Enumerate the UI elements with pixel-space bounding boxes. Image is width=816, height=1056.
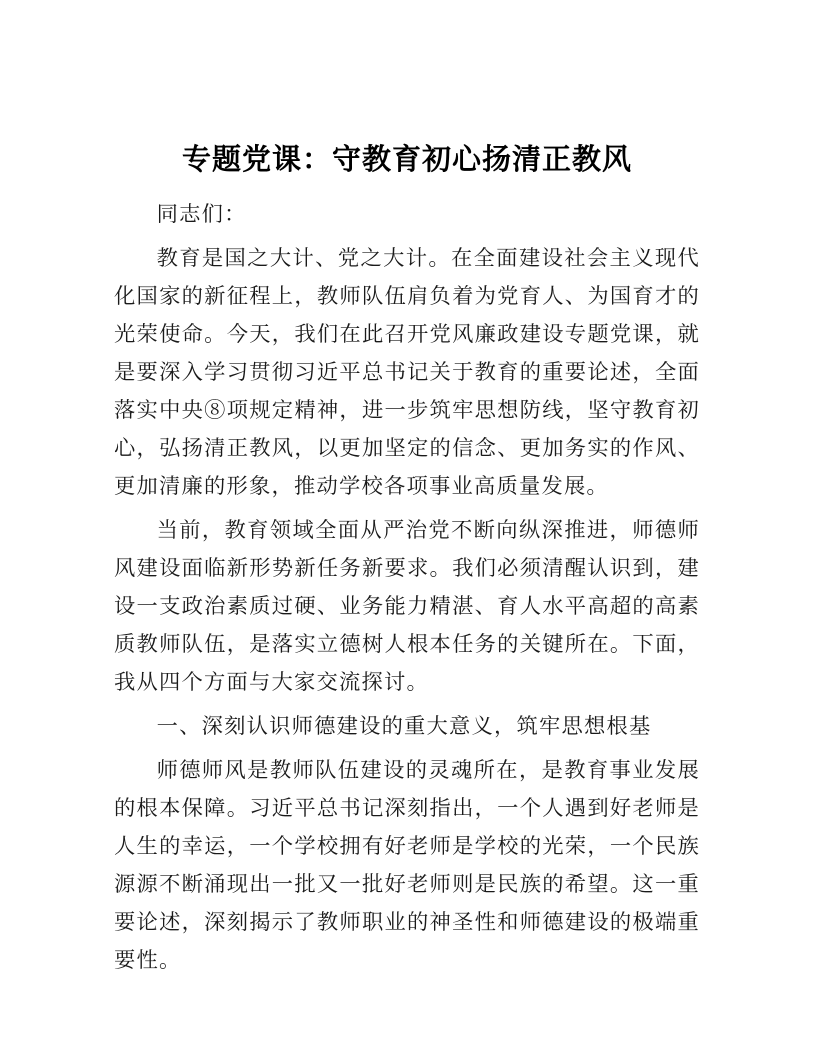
section-heading-1: 一、深刻认识师德建设的重大意义，筑牢思想根基 (156, 714, 652, 738)
paragraph-situation: 当前，教育领域全面从严治党不断向纵深推进，师德师风建设面临新形势新任务新要求。我们必须清醒认识到，建设一支政治素质过硬、业务能力精湛、育人水平高超的高素质教师队伍，是落实立德树人根本任务的关键所在。下面，我从四个方面与大家交流探讨。 (114, 518, 700, 694)
salutation: 同志们： (156, 202, 247, 226)
document-title: 专题党课：守教育初心扬清正教风 (181, 144, 632, 176)
paragraph-section1-body: 师德师风是教师队伍建设的灵魂所在，是教育事业发展的根本保障。习近平总书记深刻指出，一个人遇到好老师是人生的幸运，一个学校拥有好老师是学校的光荣，一个民族源源不断涌现出一批又一批好老师则是民族的希望。这一重要论述，深刻揭示了教师职业的神圣性和师德建设的极端重要性。 (114, 758, 700, 972)
paragraph-intro: 教育是国之大计、党之大计。在全面建设社会主义现代化国家的新征程上，教师队伍肩负着为党育人、为国育才的光荣使命。今天，我们在此召开党风廉政建设专题党课，就是要深入学习贯彻习近平总书记关于教育的重要论述，全面落实中央⑧项规定精神，进一步筑牢思想防线，坚守教育初心，弘扬清正教风，以更加坚定的信念、更加务实的作风、更加清廉的形象，推动学校各项事业高质量发展。 (114, 246, 700, 498)
